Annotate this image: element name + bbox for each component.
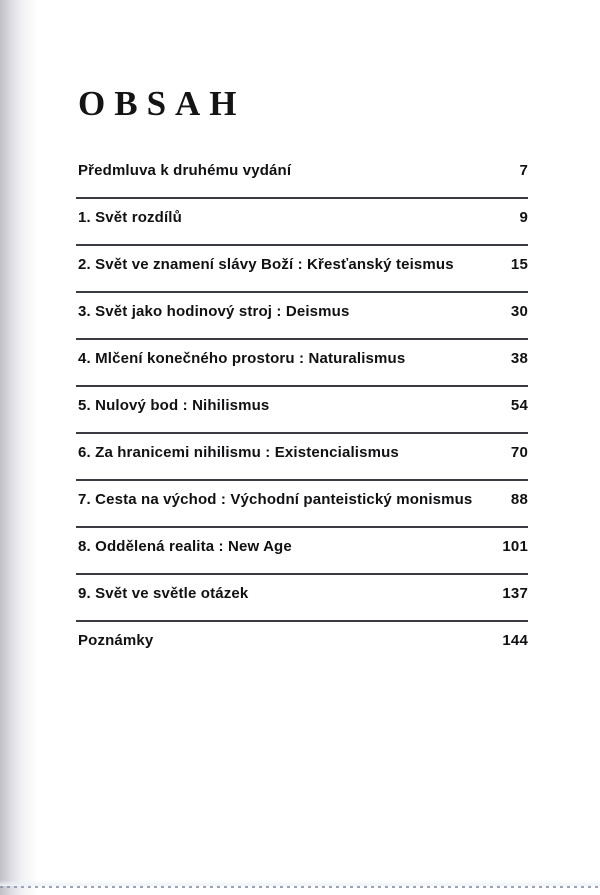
toc-entry-label: 5. Nulový bod : Nihilismus bbox=[78, 397, 270, 414]
toc-entry-label: 3. Svět jako hodinový stroj : Deismus bbox=[78, 303, 350, 320]
toc-entry-label: 4. Mlčení konečného prostoru : Naturalismus bbox=[78, 350, 406, 367]
toc-entry-page-number: 54 bbox=[510, 397, 528, 414]
page-bottom-edge bbox=[0, 886, 600, 888]
toc-entry-page-number: 7 bbox=[519, 162, 528, 179]
page-title: OBSAH bbox=[78, 84, 246, 123]
toc-entry-label: Předmluva k druhému vydání bbox=[78, 162, 292, 179]
toc-entry-page-number: 30 bbox=[510, 303, 528, 320]
toc-entry-page-number: 15 bbox=[510, 256, 528, 273]
toc-entry-row[interactable] bbox=[76, 481, 528, 528]
toc-entry-label: 7. Cesta na východ : Východní panteistický monismus bbox=[78, 491, 473, 508]
toc-entry-row[interactable] bbox=[76, 152, 528, 199]
toc-entry-label: 8. Oddělená realita : New Age bbox=[78, 538, 292, 555]
toc-entry-row[interactable] bbox=[76, 387, 528, 434]
toc-entry-row[interactable] bbox=[76, 199, 528, 246]
toc-entry-page-number: 137 bbox=[502, 585, 528, 602]
toc-entry-page-number: 70 bbox=[510, 444, 528, 461]
toc-entry-label: 6. Za hranicemi nihilismu : Existencialismus bbox=[78, 444, 399, 461]
toc-entry-row[interactable] bbox=[76, 340, 528, 387]
toc-entry-page-number: 88 bbox=[510, 491, 528, 508]
toc-entry-row[interactable] bbox=[76, 622, 528, 669]
toc-entry-row[interactable] bbox=[76, 575, 528, 622]
toc-entry-label: 1. Svět rozdílů bbox=[78, 209, 182, 226]
toc-entry-row[interactable] bbox=[76, 434, 528, 481]
table-of-contents-list bbox=[76, 152, 528, 669]
toc-entry-label: 2. Svět ve znamení slávy Boží : Křesťanský teismus bbox=[78, 256, 454, 273]
toc-entry-page-number: 38 bbox=[510, 350, 528, 367]
toc-entry-page-number: 9 bbox=[519, 209, 528, 226]
toc-entry-label: Poznámky bbox=[78, 632, 154, 649]
toc-entry-row[interactable] bbox=[76, 246, 528, 293]
toc-entry-page-number: 144 bbox=[502, 632, 528, 649]
toc-entry-row[interactable] bbox=[76, 528, 528, 575]
book-gutter-shadow bbox=[0, 0, 42, 895]
toc-entry-row[interactable] bbox=[76, 293, 528, 340]
toc-entry-page-number: 101 bbox=[502, 538, 528, 555]
toc-entry-label: 9. Svět ve světle otázek bbox=[78, 585, 249, 602]
